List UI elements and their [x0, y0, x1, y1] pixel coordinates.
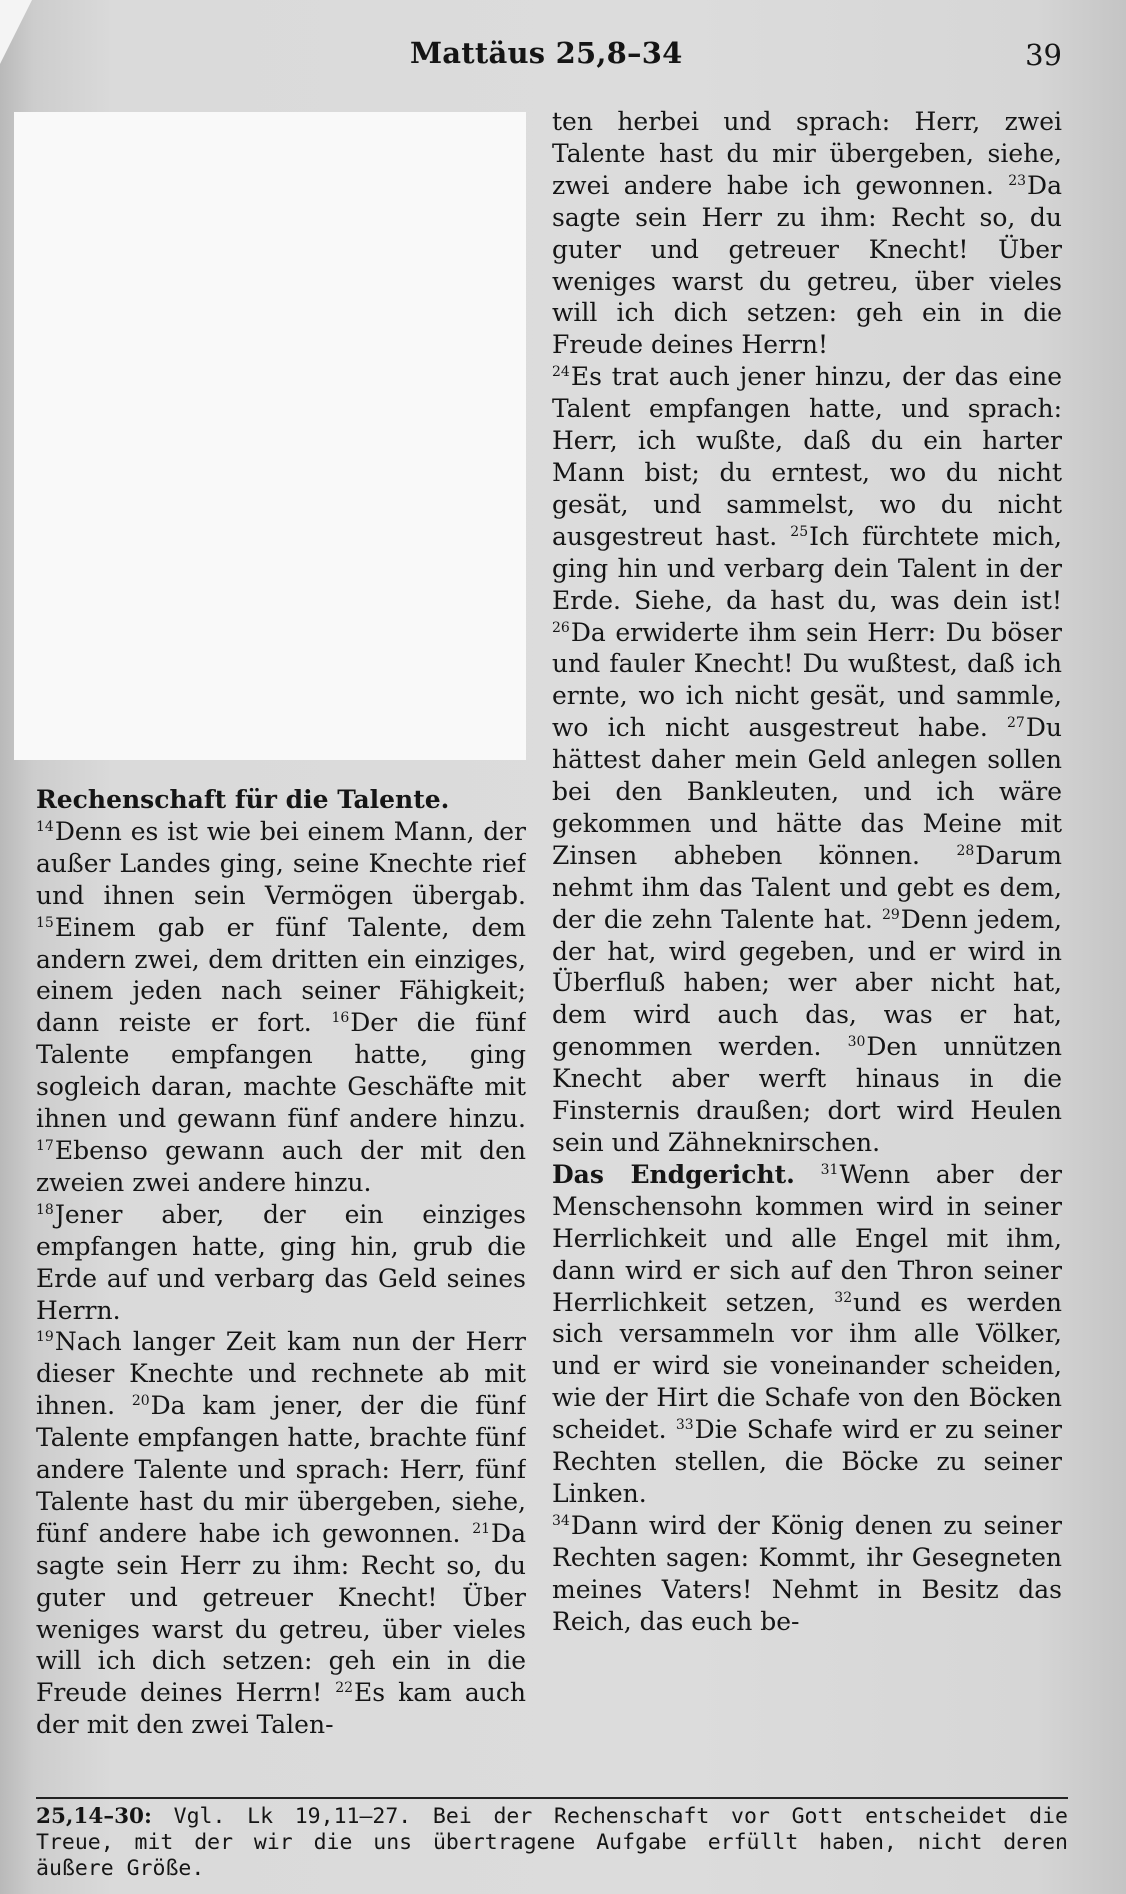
section-heading: Rechenschaft für die Talente.: [36, 785, 450, 814]
verse-text: Es trat auch jener hinzu, der das eine Talent empfangen hatte, und sprach: Herr, ich wußte, daß du ein harter Mann bist; du erntest, wo du nicht gesät, und sammelst, wo du nicht ausgestreut hast.: [552, 362, 1062, 551]
verse-text: und es werden sich versammeln vor ihm alle Völker, und er wird sie voneinander scheiden, wie der Hirt die Schafe von den Böcken scheidet.: [552, 1287, 1062, 1445]
verse-text: Nach langer Zeit kam nun der Herr dieser Knechte und rechnete ab mit ihnen.: [36, 1327, 526, 1421]
verse-number: 29: [881, 906, 900, 923]
verse-text: Es kam auch der mit den zwei Talen-: [36, 1678, 526, 1740]
verse-group: [36, 1200, 526, 1325]
footnote-divider: [36, 1797, 1068, 1799]
verse-number: 17: [36, 1137, 54, 1154]
verse-text: Ebenso gewann auch der mit den zweien zwei andere hinzu.: [36, 1135, 526, 1197]
paragraph: [36, 1199, 526, 1327]
paragraph: [552, 1510, 1062, 1638]
verse-text: Einem gab er fünf Talente, dem andern zwei, dem dritten ein einziges, einem jeden nach seiner Fähigkeit; dann reiste er fort.: [36, 912, 526, 1038]
verse-number: 27: [1007, 715, 1025, 732]
verse-text: Jener aber, der ein einziges empfangen hatte, ging hin, grub die Erde auf und verbarg das Geld seines Herrn.: [36, 1199, 526, 1325]
footnote-text: Vgl. Lk 19,11–27. Bei der Rechenschaft vor Gott entscheidet die Treue, mit der wir die uns übertragene Aufgabe erfüllt haben, nicht deren äußere Größe.: [36, 1804, 1068, 1881]
verse-text: Der die fünf Talente empfangen hatte, ging sogleich daran, machte Geschäfte mit ihnen und gewann fünf andere hinzu.: [36, 1008, 526, 1134]
right-column: [552, 106, 1062, 1796]
section-heading: Das Endgericht.: [552, 1159, 795, 1189]
verse-text: Da kam jener, der die fünf Talente empfangen hatte, brachte fünf andere Talente und sprach: Herr, fünf Talente hast du mir übergeben, siehe, fünf andere habe ich gewonnen.: [36, 1391, 526, 1548]
verse-text: Die Schafe wird er zu seiner Rechten stellen, die Böcke zu seiner Linken.: [552, 1415, 1062, 1508]
blank-image-area: [14, 112, 526, 760]
verse-text: Du hättest daher mein Geld anlegen sollen bei den Bankleuten, und ich wäre gekommen und hätte das Meine mit Zinsen abheben können.: [552, 713, 1062, 870]
verse-group: [36, 817, 526, 1197]
left-column: [36, 784, 526, 1780]
page-number: 39: [1025, 38, 1062, 72]
verse-number: 33: [675, 1417, 694, 1434]
verse-number: 22: [335, 1680, 354, 1697]
paragraph: [552, 1159, 1062, 1510]
verse-number: 23: [1008, 172, 1027, 189]
verse-group: [552, 362, 1062, 1157]
verse-number: 24: [552, 364, 570, 381]
verse-group: [36, 1327, 526, 1739]
paragraph: [36, 1326, 526, 1741]
verse-number: 34: [552, 1512, 570, 1529]
verse-number: 18: [36, 1201, 54, 1218]
page-corner-fold: [0, 0, 32, 64]
paragraph: [552, 106, 1062, 361]
verse-group: [552, 107, 1062, 359]
verse-number: 15: [36, 914, 54, 931]
verse-text: Denn jedem, der hat, wird gegeben, und er wird in Überfluß haben; wer aber nicht hat, dem wird auch das, was er hat, genommen werden.: [552, 904, 1062, 1062]
verse-text: Denn es ist wie bei einem Mann, der außer Landes ging, seine Knechte rief und ihnen sein Vermögen übergab.: [36, 816, 526, 910]
verse-text: ten herbei und sprach: Herr, zwei Talente hast du mir übergeben, siehe, zwei andere habe ich gewonnen.: [552, 107, 1062, 200]
verse-number: 31: [820, 1161, 839, 1178]
running-head: Mattäus 25,8–34: [410, 36, 683, 70]
verse-group: [552, 1511, 1062, 1636]
verse-text: Ich fürchtete mich, ging hin und verbarg dein Talent in der Erde. Siehe, da hast du, was dein ist!: [552, 521, 1062, 615]
verse-text: Den unnützen Knecht aber werft hinaus in die Finsternis draußen; dort wird Heulen sein und Zähneknirschen.: [552, 1032, 1062, 1157]
verse-number: 14: [36, 818, 54, 835]
verse-number: 21: [472, 1520, 491, 1537]
verse-group: [552, 1160, 1062, 1508]
footnote-reference: 25,14–30:: [36, 1804, 152, 1829]
verse-number: 28: [956, 842, 975, 859]
verse-number: 26: [552, 619, 570, 636]
footnote: [36, 1804, 1068, 1882]
paragraph: [552, 361, 1062, 1159]
verse-number: 30: [847, 1034, 866, 1051]
paragraph: [36, 784, 526, 1199]
verse-text: Darum nehmt ihm das Talent und gebt es dem, der die zehn Talente hat.: [552, 840, 1062, 934]
verse-text: Da erwiderte ihm sein Herr: Du böser und fauler Knecht! Du wußtest, daß ich ernte, wo ich nicht gesät, und sammle, wo ich nicht ausgestreut habe.: [552, 617, 1062, 743]
verse-number: 25: [790, 523, 809, 540]
verse-text: Da sagte sein Herr zu ihm: Recht so, du guter und getreuer Knecht! Über weniges warst du getreu, über vieles will ich dich setzen: geh ein in die Freude deines Herrn!: [36, 1518, 526, 1708]
verse-number: 16: [331, 1010, 350, 1027]
verse-text: Wenn aber der Menschensohn kommen wird in seiner Herrlichkeit und alle Engel mit ihm, dann wird er sich auf den Thron seiner Herrlichkeit setzen,: [552, 1159, 1062, 1317]
verse-number: 32: [834, 1289, 853, 1306]
verse-text: Dann wird der König denen zu seiner Rechten sagen: Kommt, ihr Gesegneten meines Vaters! Nehmt in Besitz das Reich, das euch be-: [552, 1510, 1062, 1636]
verse-number: 19: [36, 1329, 54, 1346]
verse-text: Da sagte sein Herr zu ihm: Recht so, du guter und getreuer Knecht! Über weniges warst du getreu, über vieles will ich dich setzen: geh ein in die Freude deines Herrn!: [552, 170, 1062, 360]
verse-number: 20: [131, 1393, 150, 1410]
